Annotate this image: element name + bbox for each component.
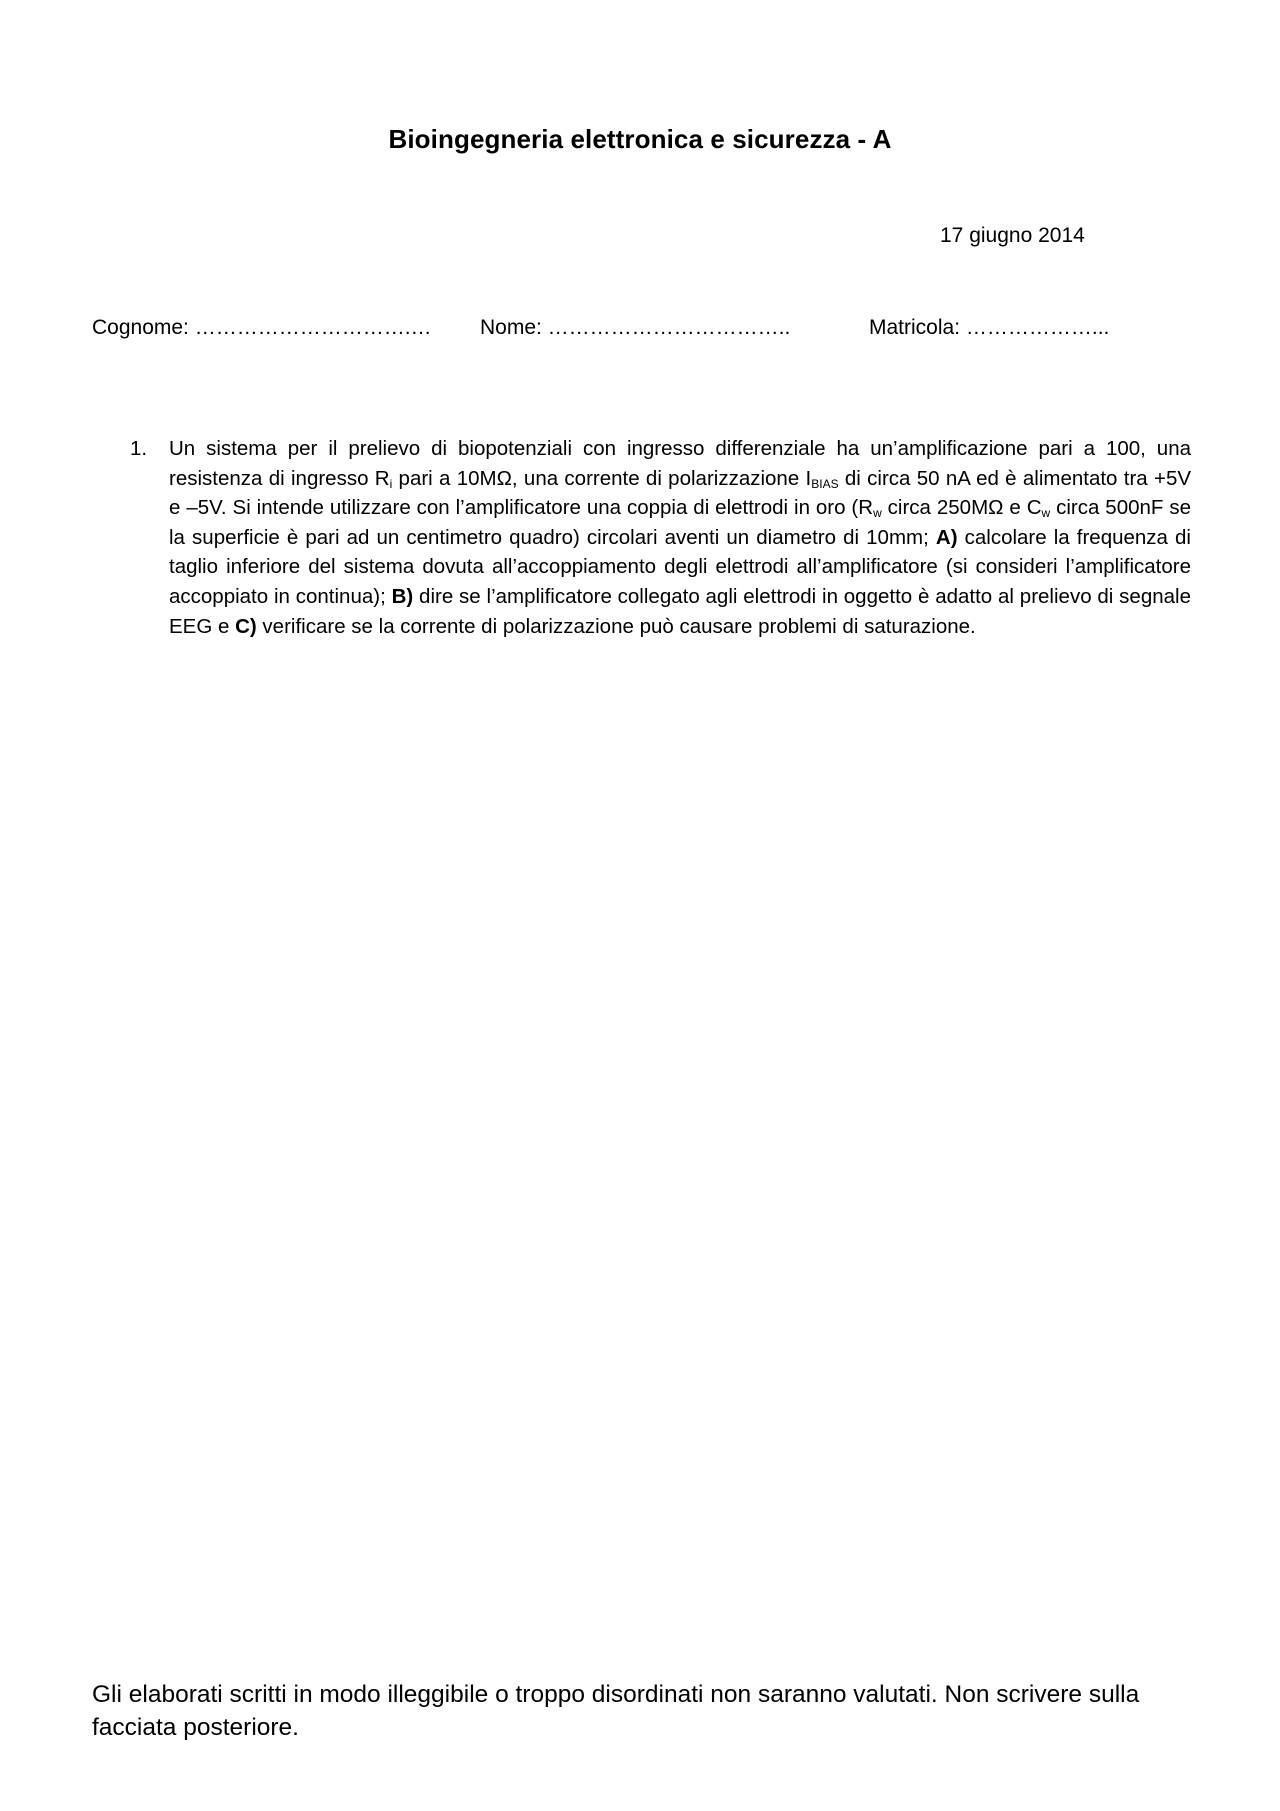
subscript-i: i	[389, 476, 393, 491]
question-text	[169, 434, 1191, 641]
question-number: 1.	[130, 437, 148, 460]
question-text-part: calcolare la frequenza di taglio inferiore del sistema dovuta all’accoppiamento degli elettrodi all’amplificatore (si consideri l’amplificatore accoppiato in continua);	[169, 525, 1191, 608]
question-text-part: dire se l’amplificatore collegato agli elettrodi in oggetto è adatto al prelievo di segnale EEG e	[169, 584, 1191, 638]
part-label-b: B)	[391, 584, 414, 608]
part-label-c: C)	[235, 614, 257, 638]
page-title: Bioingegneria elettronica e sicurezza - A	[388, 124, 892, 154]
matricola-field: Matricola: ………………...	[869, 316, 1110, 339]
part-label-a: A)	[935, 525, 958, 549]
question-text-part: circa 250MΩ e C	[881, 496, 1042, 520]
question-text-part: pari a 10MΩ, una corrente di polarizzazione I	[392, 466, 812, 490]
question-text-part: Un sistema per il prelievo di biopotenziali con ingresso differenziale ha un’amplificazione pari a 100, una resistenza di ingresso R	[169, 437, 1191, 490]
question-text-part: verificare se la corrente di polarizzazione può causare problemi di saturazione.	[256, 614, 976, 638]
subscript-bias: BIAS	[811, 476, 839, 491]
exam-date: 17 giugno 2014	[940, 224, 1085, 247]
question-text-part: circa 500nF se la superficie è pari ad un centimetro quadro) circolari aventi un diametro di 10mm;	[169, 496, 1191, 549]
subscript-w: w	[873, 506, 882, 521]
nome-field: Nome: ……………………………..	[480, 316, 791, 339]
footer-note: Gli elaborati scritti in modo illeggibile o troppo disordinati non saranno valutati. Non scrivere sulla facciata posteriore.	[92, 1681, 1140, 1741]
question-text-part: di circa 50 nA ed è alimentato tra +5V e –5V. Si intende utilizzare con l’amplificatore una coppia di elettrodi in oro (R	[169, 466, 1192, 520]
subscript-w: w	[1041, 506, 1051, 521]
cognome-field: Cognome: ………………………….…	[92, 316, 432, 339]
